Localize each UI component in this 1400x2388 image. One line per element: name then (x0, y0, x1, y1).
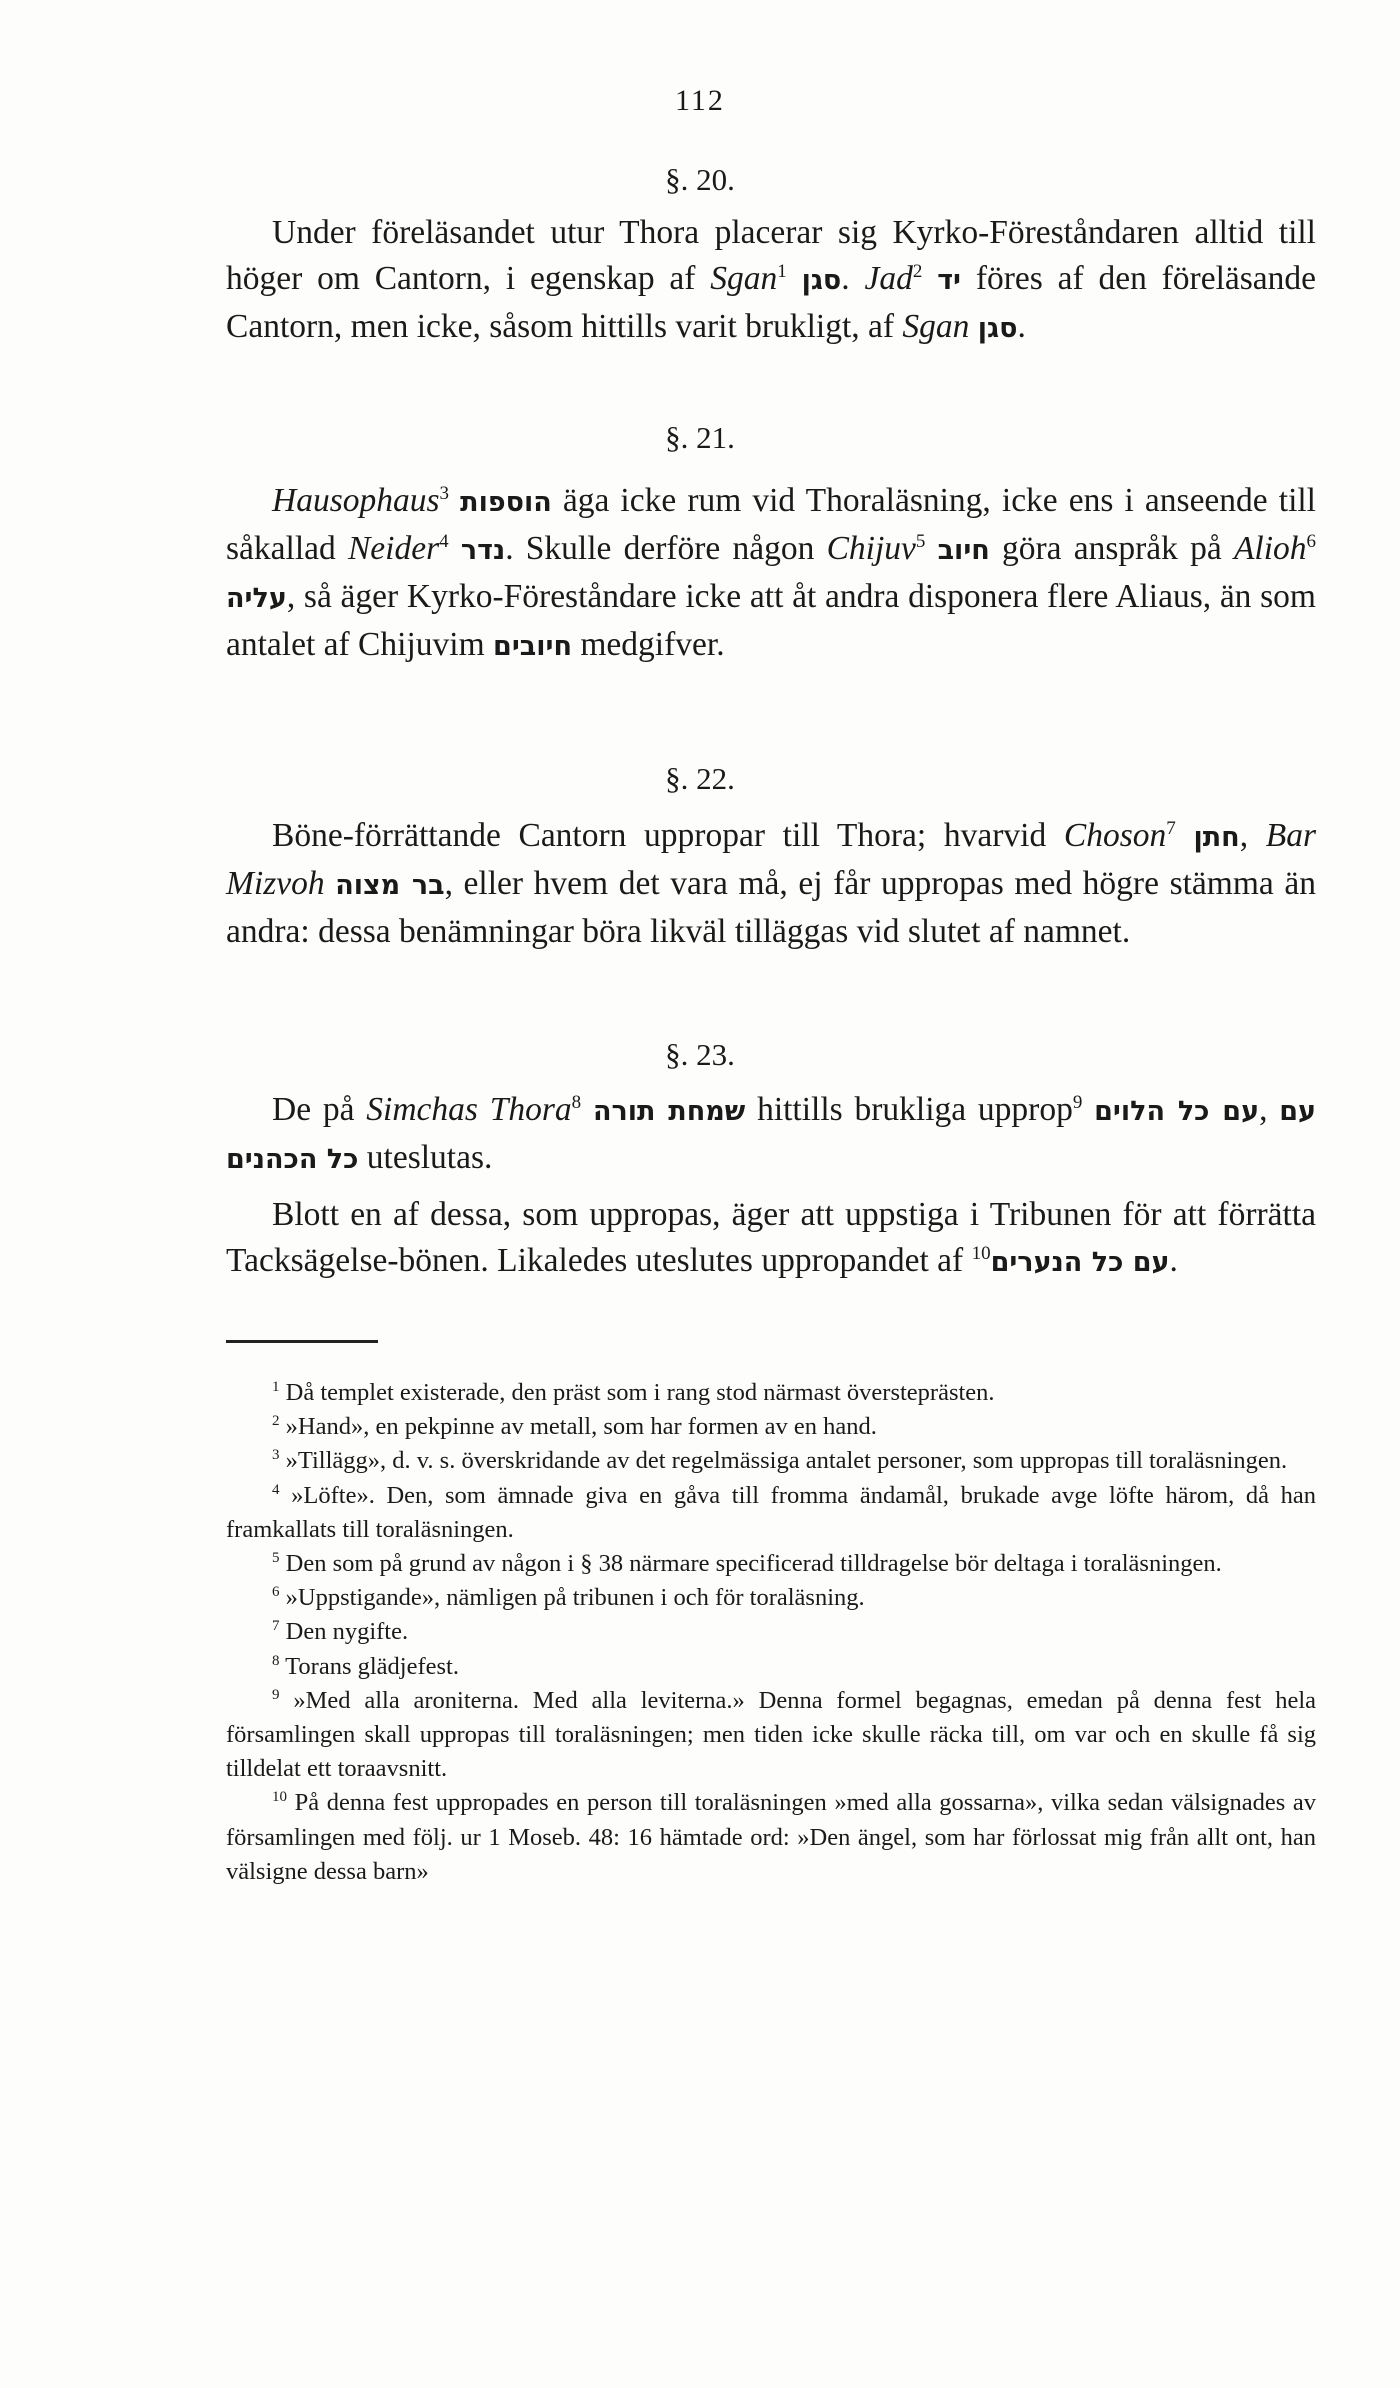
footnote-ref: 8 (571, 1091, 582, 1113)
text: . (1169, 1242, 1178, 1279)
italic-term: Sgan (710, 260, 778, 297)
footnote-ref: 5 (915, 530, 926, 552)
hebrew-term: סגן (977, 313, 1018, 344)
text (1082, 1091, 1094, 1128)
text: uteslutas. (358, 1139, 493, 1176)
text (787, 260, 802, 297)
text: De på (272, 1091, 367, 1128)
footnote-text: »Löfte». Den, som ämnade giva en gåva till fromma ändamål, brukade avge löfte härom, då han framkallats till toraläsningen. (226, 1481, 1316, 1543)
footnote-text: Då templet existerade, den präst som i rang stod närmast översteprästen. (279, 1379, 995, 1406)
footnote (226, 1444, 1316, 1478)
footnote-text: »Med alla aroniterna. Med alla leviterna.» Denna formel begagnas, emedan på denna fest hela församlingen skall uppropas till toraläsningen; men tiden icke skulle räcka till, om var och en skulle få sig tilldelat ett toraavsnitt. (226, 1686, 1316, 1783)
footnote-divider (226, 1340, 378, 1343)
footnote-number: 8 (272, 1652, 280, 1669)
paragraph (226, 813, 1316, 955)
paragraph (226, 1192, 1316, 1286)
hebrew-term: בר מצוה (335, 870, 445, 901)
footnote-number: 7 (272, 1618, 280, 1635)
text: , (1259, 1091, 1280, 1128)
footnote-number: 1 (272, 1378, 280, 1395)
footnote (226, 1479, 1316, 1547)
italic-term: Simchas Thora (366, 1091, 572, 1128)
text: äga icke rum vid Thoraläsning, icke ens i anseende till såkallad (226, 482, 1316, 567)
text: , så äger Kyrko-Föreståndare icke att åt andra disponera flere Aliaus, än som antalet af Chijuvim (226, 578, 1316, 663)
text: . (1017, 308, 1026, 345)
footnote-text: »Tillägg», d. v. s. överskridande av det regelmässiga antalet personer, som uppropas till toraläsningen. (279, 1447, 1288, 1475)
footnote-text: Den som på grund av någon i § 38 närmare specificerad tilldragelse bör deltaga i toraläsningen. (279, 1550, 1222, 1578)
hebrew-term: חתן (1193, 822, 1240, 853)
footnote-number: 2 (272, 1413, 280, 1430)
hebrew-term: הוספות (460, 487, 552, 518)
italic-term: Chijuv (826, 530, 916, 567)
italic-term: Hausophaus (272, 482, 440, 519)
section-heading-22: §. 22. (665, 761, 735, 796)
italic-term: Neider (347, 530, 440, 567)
footnote (226, 1547, 1316, 1581)
hebrew-term: נדר (460, 535, 506, 566)
hebrew-term: חיוב (937, 535, 990, 566)
footnote-text: »Hand», en pekpinne av metall, som har formen av en hand. (279, 1413, 877, 1441)
text: hittills brukliga upprop (745, 1091, 1073, 1128)
text (922, 260, 937, 297)
footnotes (226, 1376, 1316, 1889)
footnote-ref: 4 (439, 530, 449, 552)
hebrew-term: עם כל הלוים (1094, 1096, 1260, 1127)
paragraph (226, 1087, 1316, 1183)
hebrew-term: חיובים (493, 631, 572, 662)
hebrew-term: עליה (226, 583, 287, 614)
text: Böne-förrättande Cantorn uppropar till Thora; hvarvid (272, 817, 1064, 854)
paragraph (226, 478, 1316, 670)
text: medgifver. (572, 626, 725, 663)
footnote-text: Den nygifte. (279, 1618, 409, 1646)
text: Under föreläsandet utur Thora placerar sig Kyrko-Föreståndaren alltid till höger om Cantorn, i egenskap af (226, 214, 1316, 297)
footnote (226, 1786, 1316, 1889)
text (969, 308, 977, 345)
footnote-number: 5 (272, 1549, 280, 1566)
italic-term: Alioh (1233, 530, 1307, 567)
text (449, 482, 460, 519)
footnote-number: 10 (272, 1789, 287, 1806)
section-heading-21: §. 21. (665, 420, 735, 455)
text (449, 530, 461, 567)
text: , eller hvem det vara må, ej får uppropas med högre stämma än andra: dessa benämningar böra likväl tilläggas vid slutet af namnet. (226, 865, 1316, 950)
text: Blott en af dessa, som uppropas, äger att uppstiga i Tribunen för att förrätta Tacksägelse-bönen. Likaledes uteslutes uppropandet af (226, 1196, 1316, 1279)
hebrew-term: עם כל הכהנים (226, 1096, 1317, 1175)
text: , (1239, 817, 1266, 854)
footnote (226, 1615, 1316, 1649)
footnote (226, 1581, 1316, 1615)
footnote-ref: 3 (439, 482, 450, 504)
footnote (226, 1376, 1316, 1410)
text (1176, 817, 1194, 854)
italic-term: Jad (864, 260, 913, 297)
text (581, 1091, 593, 1128)
text: göra anspråk på (989, 530, 1234, 567)
text: föres af den föreläsande Cantorn, men icke, såsom hittills varit brukligt, af (226, 260, 1317, 345)
hebrew-term: סגן (801, 265, 842, 296)
footnote-ref: 10 (971, 1242, 991, 1264)
italic-term: Choson (1063, 817, 1167, 854)
page-number: 112 (675, 84, 725, 117)
text (925, 530, 937, 567)
paragraph (226, 210, 1316, 352)
footnote (226, 1684, 1316, 1787)
footnote-ref: 1 (777, 260, 787, 282)
footnote-text: Torans glädjefest. (279, 1652, 459, 1680)
section-heading-23: §. 23. (665, 1037, 735, 1072)
footnote-text: På denna fest uppropades en person till toraläsningen »med alla gossarna», vilka sedan välsignades av församlingen med följ. ur 1 Moseb. 48: 16 hämtade ord: »Den ängel, som har förlossat mig från allt ont, han välsigne dessa barn» (226, 1789, 1316, 1885)
footnote-ref: 7 (1166, 817, 1176, 839)
hebrew-term: יד (937, 265, 962, 296)
footnote-ref: 2 (912, 260, 923, 282)
footnote-number: 6 (272, 1584, 280, 1601)
footnote (226, 1650, 1316, 1684)
hebrew-term: עם כל הנערים (990, 1247, 1170, 1278)
text: . (841, 260, 865, 297)
text: . Skulle derföre någon (505, 530, 827, 567)
footnote-number: 3 (272, 1447, 280, 1464)
footnote (226, 1410, 1316, 1444)
footnote-ref: 6 (1306, 530, 1317, 552)
footnote-ref: 9 (1072, 1091, 1083, 1113)
footnote-text: »Uppstigande», nämligen på tribunen i och för toraläsning. (279, 1584, 865, 1612)
text (325, 865, 336, 902)
footnote-number: 9 (272, 1686, 280, 1703)
footnote-number: 4 (272, 1481, 280, 1498)
italic-term: Sgan (902, 308, 970, 345)
section-heading-20: §. 20. (665, 162, 735, 197)
hebrew-term: שמחת תורה (592, 1096, 746, 1127)
italic-term: Bar Mizvoh (226, 817, 1317, 902)
